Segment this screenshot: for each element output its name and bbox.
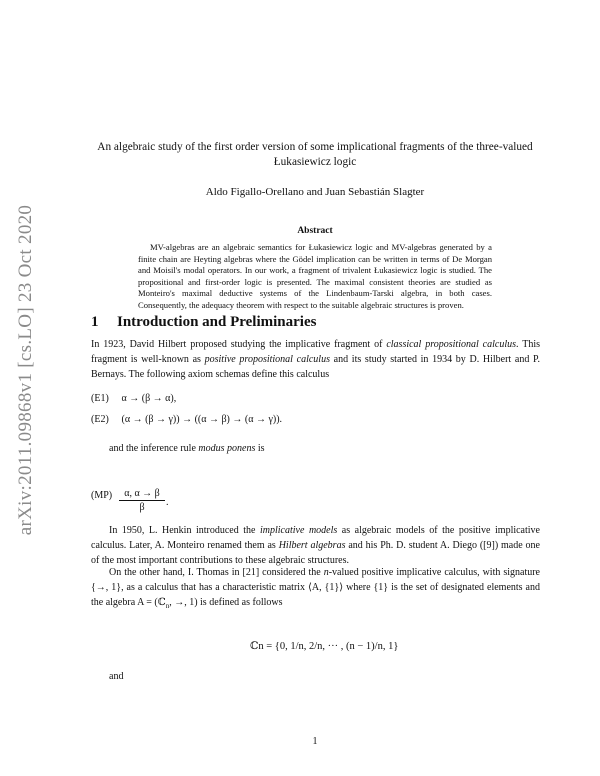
mp-rule-fraction (119, 488, 165, 513)
authors: Aldo Figallo-Orellano and Juan Sebastián Slagter (205, 186, 425, 198)
mp-denominator: β (139, 502, 145, 513)
section-number: 1 (91, 314, 99, 330)
mp-numerator: α, α → β (119, 488, 165, 501)
cn-equation: ℂn = {0, 1/n, 2/n, ··· , (n − 1)/n, 1} (250, 641, 399, 652)
axiom-label: (E2) (91, 414, 109, 425)
axiom-formula: α → (β → α), (121, 393, 177, 404)
axiom-label: (E1) (91, 393, 109, 404)
arxiv-identifier-sidebar (8, 190, 44, 550)
section-title: Introduction and Preliminaries (117, 314, 317, 330)
mp-label: (MP) (91, 490, 113, 501)
paragraph-2: and the inference rule modus ponens is (109, 443, 265, 454)
paragraph-3: In 1950, L. Henkin introduced the implicative models as algebraic models of the positive implicative calculus. Later, A. Monteiro renamed them as Hilbert algebras and his Ph. D. student A. Diego ([9]) made one of the most important contributions to these algebraic structures. (91, 525, 540, 566)
abstract-text: MV-algebras are an algebraic semantics for Łukasiewicz logic and MV-algebras generated by a finite chain are Heyting algebras where the Gödel implication can be written in terms of De Morgan and Moisil's modal operators. In our work, a fragment of trivalent Łukasiewicz logic is studied. The propositional and first-order logic is presented. The maximal consistent theories are studied as Monteiro's maximal deductive systems of the Lindenbaum-Tarski algebra, in both cases. Consequently, the adequacy theorem with respect to the suitable algebraic structures is proven. (138, 242, 492, 310)
paragraph-5: and (109, 671, 124, 682)
section-heading (91, 314, 316, 331)
mp-period: . (166, 497, 169, 508)
arxiv-id-text: arXiv:2011.09868v1 [cs.LO] 23 Oct 2020 (15, 204, 36, 536)
axiom-formula: (α → (β → γ)) → ((α → β) → (α → γ)). (121, 414, 283, 425)
paragraph-4: On the other hand, I. Thomas in [21] considered the n-valued positive implicative calculus, with signature {→, 1}, as a calculus that has a characteristic matrix ⟨A, {1}⟩ where {1} is the set of designated elements and the algebra A = (ℂ$_n$, →, 1) is defined as follows (91, 567, 540, 610)
paper-title: An algebraic study of the first order version of some implicational fragments of the three-valued Łukasiewicz logic (97, 141, 533, 168)
page-number: 1 (312, 736, 318, 747)
paragraph-1: In 1923, David Hilbert proposed studying the implicative fragment of classical propositional calculus. This fragment is well-known as positive propositional calculus and its study started in 1934 by D. Hilbert and P. Bernays. The following axiom schemas define this calculus (91, 339, 540, 380)
axiom-e1 (91, 393, 176, 404)
axiom-e2 (91, 414, 282, 425)
abstract-heading: Abstract (297, 226, 333, 236)
